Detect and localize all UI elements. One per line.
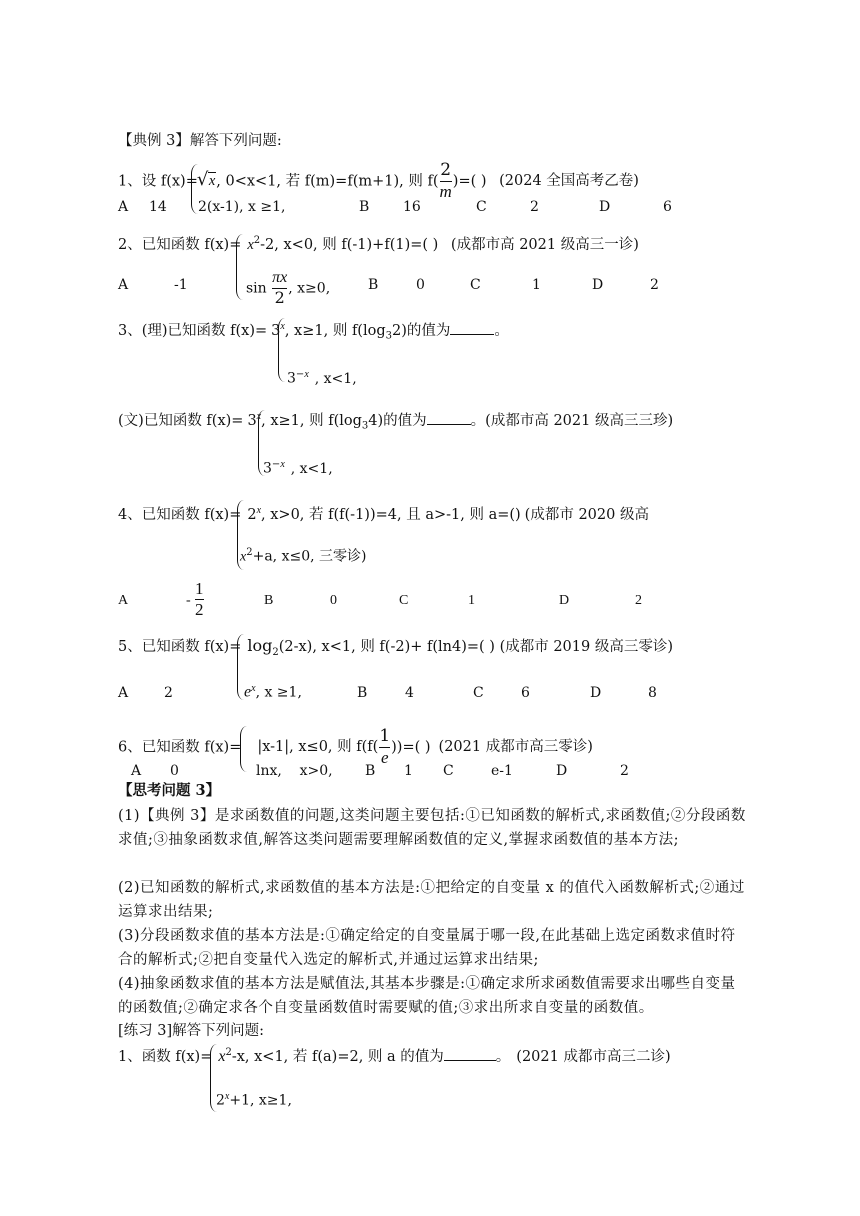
- q3-brace: [278, 318, 285, 382]
- q2-line: 2、已知函数 $f(x)= x^2-2$, x<0, 则 f(-1)+f(1)=( ) (成都市高 2021 级高三一诊): [118, 235, 639, 253]
- q1-line: 1、设 f(x)=√ x, 0<x<1, 若 f(m)=f(m+1), 则 f( $\frac{2}{m}$ )=( ) (2024 全国高考乙卷): [118, 162, 639, 201]
- q5-brace: [237, 634, 244, 700]
- q6-brace: [240, 726, 247, 772]
- practice-q1-line: 1、函数 $f(x)= x^2-x$, x<1, 若 f(a)=2, 则 a 的值为 。 (2021 成都市高三二诊): [118, 1047, 671, 1065]
- q4-half: $\frac{1}{2}$: [195, 579, 204, 619]
- think-p3: (3)分段函数求值的基本方法是:①确定给定的自变量属于哪一段,在此基础上选定函数求值时符合的解析式;②把自变量代入选定的解析式,并通过运算求出结果;: [118, 928, 736, 968]
- think-p2: (2)已知函数的解析式,求函数值的基本方法是:①把给定的自变量 x 的值代入函数解析式;②通过运算求出结果;: [118, 880, 745, 920]
- q3-line: 3、(理)已知函数 $f(x)= 3^x$, x≥1, 则 $f(\log_32)$的值为 。: [118, 321, 509, 342]
- practice-case2: $2^x+1$, x≥1,: [216, 1091, 292, 1109]
- q1-case2: 2(x-1), x ≥1,: [198, 199, 286, 215]
- think-p4: (4)抽象函数求值的基本方法是赋值法,其基本步骤是:①确定求所求函数值需要求出哪些自变量的函数值;②确定求各个自变量函数值时需要赋的值;③求出所求自变量的函数值。: [118, 976, 736, 1016]
- q6-case2: lnx, x>0,: [256, 763, 333, 779]
- q2-brace: [236, 234, 243, 300]
- q4-line: 4、已知函数 $f(x)= 2^x$, x>0, 若 f(f(-1))=4, 且 a>-1, 则 a=() (成都市 2020 级高: [118, 505, 649, 523]
- q2-case2: sin $\frac{\pi x}{2}$ , x≥0,: [246, 269, 331, 307]
- practice-title: [练习 3]解答下列问题:: [118, 1023, 265, 1039]
- think-title: 【思考问题 3】: [118, 782, 221, 799]
- q1-brace: [191, 164, 198, 214]
- sqrt-x: √ x: [198, 174, 216, 189]
- q4-case2: $x^2+a$, x≤0, 三零诊): [240, 547, 367, 565]
- q5-line: 5、已知函数 $f(x)= \log_2(2-x)$, x<1, 则 f(-2)+ f(ln4)=( ) (成都市 2019 级高三零诊): [118, 636, 673, 658]
- q5-case2: $e^x$, x ≥1,: [244, 683, 302, 701]
- q3b-case2: $3^{-x}$ , x<1,: [263, 459, 333, 477]
- q1-fraction: $\frac{2}{m}$: [439, 160, 452, 201]
- q6-line: 6、已知函数 f(x)= |x-1|, x≤0, 则 f(f( $\frac{1}{e}$ ))=( ) (2021 成都市高三零诊): [118, 726, 593, 767]
- think-p1: (1)【典例 3】是求函数值的问题,这类问题主要包括:①已知函数的解析式,求函数值;②分段函数求值;③抽象函数求值,解答这类问题需要理解函数值的定义,掌握求函数值的基本方法;: [118, 808, 746, 848]
- q3b-line: (文)已知函数 $f(x)= 3^x$, x≥1, 则 $f(\log_34)$的值为 。(成都市高 2021 级高三三珍): [118, 411, 674, 432]
- example-heading: 【典例 3】解答下列问题:: [118, 133, 282, 149]
- q3-case2: $3^{-x}$ , x<1,: [287, 369, 357, 387]
